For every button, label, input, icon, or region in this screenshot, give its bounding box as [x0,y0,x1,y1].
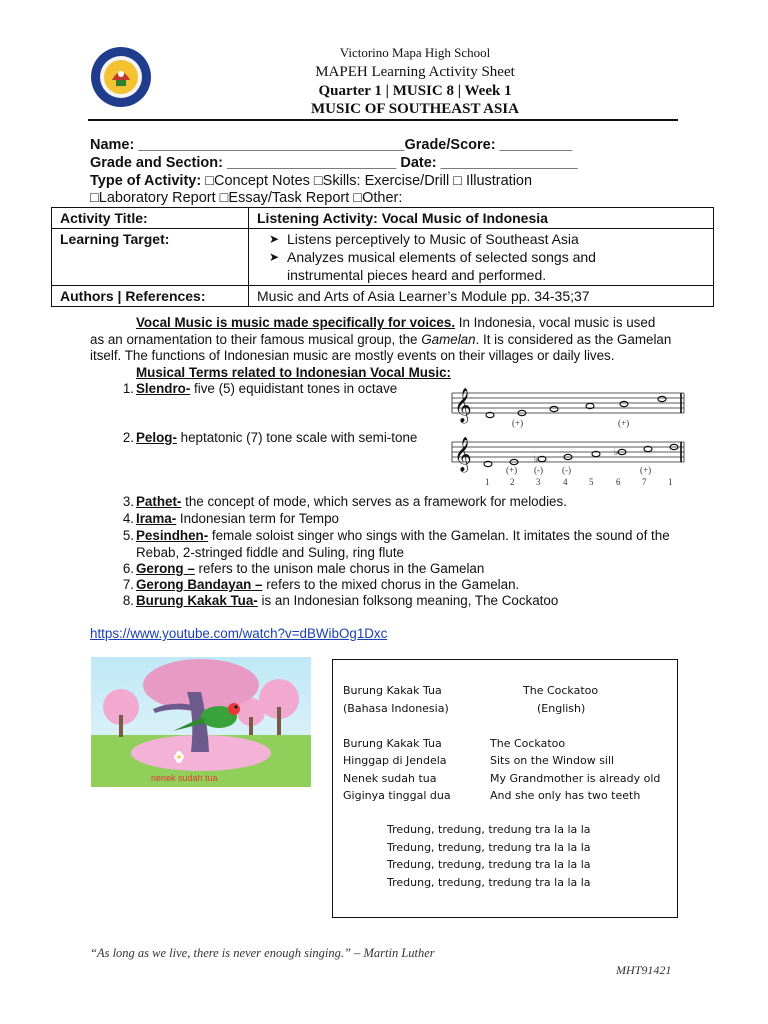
lyric-line-indonesian: Nenek sudah tua [343,772,437,785]
lyric-line-english: Sits on the Window sill [490,754,615,767]
school-name: Victorino Mapa High School [339,45,491,60]
list-item: 3. Pathet- the concept of mode, which serves as a framework for melodies. [122,494,567,509]
list-item: 6. Gerong – refers to the unison male chorus in the Gamelan [122,561,485,576]
activity-title-value: Listening Activity: Vocal Music of Indonesia [249,208,714,229]
pelog-mark: (+) [640,465,652,475]
list-item: 5. Pesindhen- female soloist singer who sings with the Gamelan. It imitates the sound of the [122,528,670,543]
slendro-staff [450,385,690,431]
list-item-continued: Rebab, 2-stringed fiddle and Suling, ring flute [136,545,404,560]
footer-quote: “As long as we live, there is never enough singing.” – Martin Luther [90,946,435,960]
pelog-degree: 4 [563,477,568,487]
learning-target-row [52,229,714,286]
intro-lead: Vocal Music is music made specifically for voices. [136,315,456,330]
chorus-line: Tredung, tredung, tredung tra la la la [387,876,591,889]
arrow-bullet-icon: ➤ [269,250,280,264]
activity-title-row [52,208,714,229]
slendro-mark: (+) [512,418,524,428]
pelog-degree: 3 [536,477,541,487]
document-code: MHT91421 [616,963,672,977]
name-line: Name: _________________________________Grade/Score: _________ [90,137,573,153]
lyric-line-english: The Cockatoo [490,737,566,750]
intro-paragraph: Vocal Music is music made specifically for voices. In Indonesia, vocal music is used as an ornamentation to their famous musical group, the Gamelan. It is considered as the Gamelan itself. The functions of Indonesian music are mostly events on their villages or daily lives. Musical Terms related to Indonesian Vocal Music: [90,315,672,380]
list-item: 1. Slendro- five (5) equidistant tones in octave [122,381,398,396]
target-item: ➤ Analyzes musical elements of selected songs and [269,249,596,265]
division-seal-logo [90,46,152,108]
lyric-line-english: My Grandmother is already old [490,772,661,785]
lyric-line-indonesian: Giginya tinggal dua [343,789,451,802]
learning-target-list [249,229,714,286]
svg-text:♭: ♭ [614,448,619,458]
activity-title-label: Activity Title: [52,208,249,229]
lyric-line-indonesian: Hinggap di Jendela [343,754,447,767]
activity-type-line-2: □Laboratory Report □Essay/Task Report □Other: [90,190,403,206]
list-item: 8. Burung Kakak Tua- is an Indonesian folksong meaning, The Cockatoo [122,593,559,608]
sheet-title: MAPEH Learning Activity Sheet [315,64,515,80]
arrow-bullet-icon: ➤ [269,232,280,246]
pelog-degree: 6 [616,477,621,487]
terms-heading: Musical Terms related to Indonesian Vocal Music: [136,364,452,380]
pelog-mark: (-) [534,465,543,475]
lyrics-col2-subtitle: (English) [537,702,586,715]
chorus-line: Tredung, tredung, tredung tra la la la [387,858,591,871]
cartoon-caption: nenek sudah tua [151,773,218,783]
topic-title: MUSIC OF SOUTHEAST ASIA [311,101,519,117]
lyric-line-indonesian: Burung Kakak Tua [343,737,442,750]
pelog-staff [450,436,690,492]
pelog-degree: 7 [642,477,647,487]
cockatoo-video-thumbnail[interactable] [91,657,311,787]
target-item: ➤ Listens perceptively to Music of Southeast Asia [269,231,579,247]
pelog-mark: (+) [506,465,518,475]
lyric-line-english: And she only has two teeth [490,789,641,802]
slendro-mark: (+) [618,418,630,428]
header-divider [88,119,678,121]
pelog-degree: 2 [510,477,515,487]
authors-value: Music and Arts of Asia Learner’s Module pp. 34-35;37 [249,286,714,307]
quarter-line: Quarter 1 | MUSIC 8 | Week 1 [318,83,512,99]
lyrics-col1-title: Burung Kakak Tua [343,684,442,697]
pelog-mark: (-) [562,465,571,475]
lyrics-box [332,659,678,918]
chorus-line: Tredung, tredung, tredung tra la la la [387,823,591,836]
pelog-degree: 1 [668,477,673,487]
chorus-line: Tredung, tredung, tredung tra la la la [387,841,591,854]
lyrics-col2-title: The Cockatoo [523,684,599,697]
list-item: 7. Gerong Bandayan – refers to the mixed chorus in the Gamelan. [122,577,520,592]
list-item: 4. Irama- Indonesian term for Tempo [122,511,339,526]
authors-label: Authors | References: [52,286,249,307]
activity-type-options: □Concept Notes □Skills: Exercise/Drill □ Illustration [205,173,533,189]
svg-text:♭: ♭ [534,455,539,465]
authors-row [52,286,714,307]
treble-clef-icon: 𝄞 [454,388,472,423]
lyrics-col1-subtitle: (Bahasa Indonesia) [343,702,449,715]
section-line: Grade and Section: _____________________ Date: _________________ [90,155,578,171]
activity-type-line: Type of Activity: □Concept Notes □Skills: Exercise/Drill □ Illustration [90,173,533,189]
activity-table [51,207,714,307]
learning-target-label: Learning Target: [52,229,249,286]
youtube-link[interactable]: https://www.youtube.com/watch?v=dBWibOg1Dxc [90,626,388,641]
pelog-degree: 5 [589,477,594,487]
treble-clef-icon: 𝄞 [454,437,472,472]
pelog-degree: 1 [485,477,490,487]
target-item-continued: instrumental pieces heard and performed. [287,267,547,283]
list-item: 2. Pelog- heptatonic (7) tone scale with semi-tone [122,430,418,445]
